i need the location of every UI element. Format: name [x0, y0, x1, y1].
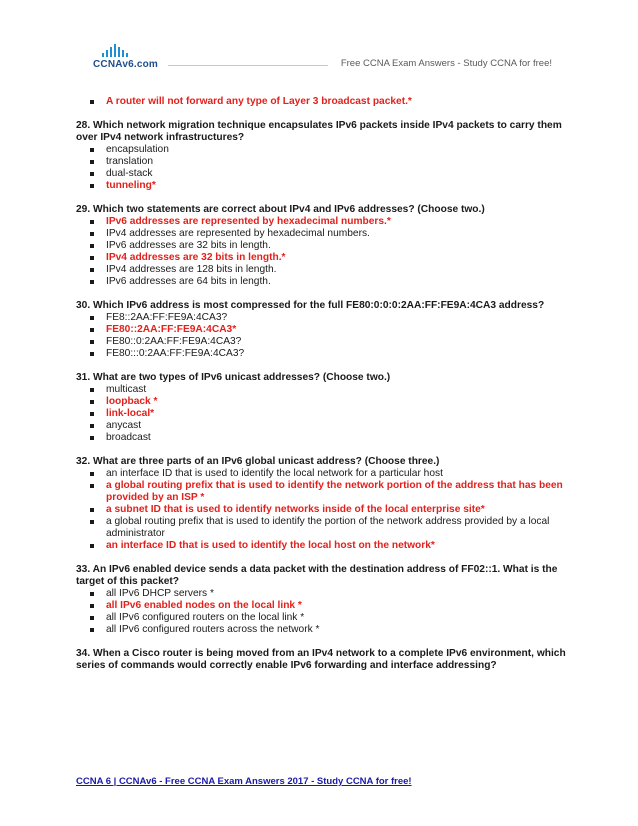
answer-options	[76, 588, 566, 636]
answer-option: all IPv6 configured routers on the local link *	[76, 612, 566, 624]
page-header	[0, 0, 638, 80]
answer-option: all IPv6 configured routers across the network *	[76, 624, 566, 636]
answer-options	[76, 216, 566, 288]
logo-text: CCNAv6.com	[93, 59, 158, 70]
answer-option: FE80::0:2AA:FF:FE9A:4CA3?	[76, 336, 566, 348]
question-text: 33. An IPv6 enabled device sends a data packet with the destination address of FF02::1. What is the target of this packet?	[76, 564, 558, 587]
correct-answer-option: FE80::2AA:FF:FE9A:4CA3*	[76, 324, 566, 336]
question-text: 29. Which two statements are correct about IPv4 and IPv6 addresses? (Choose two.)	[76, 204, 485, 215]
header-divider	[168, 65, 328, 66]
intro-block	[76, 96, 566, 108]
answer-option: IPv4 addresses are represented by hexadecimal numbers.	[76, 228, 566, 240]
answer-option: FE80:::0:2AA:FF:FE9A:4CA3?	[76, 348, 566, 360]
correct-answer-option: IPv6 addresses are represented by hexadecimal numbers.*	[76, 216, 566, 228]
question-text: 31. What are two types of IPv6 unicast addresses? (Choose two.)	[76, 372, 391, 383]
question-block	[76, 564, 566, 636]
answer-option: IPv6 addresses are 32 bits in length.	[76, 240, 566, 252]
question-block	[76, 648, 566, 672]
header-tagline: Free CCNA Exam Answers - Study CCNA for free!	[340, 58, 552, 69]
correct-answer-option: IPv4 addresses are 32 bits in length.*	[76, 252, 566, 264]
answer-options	[76, 312, 566, 360]
question-text: 32. What are three parts of an IPv6 global unicast address? (Choose three.)	[76, 456, 440, 467]
correct-answer-option: an interface ID that is used to identify the local host on the network*	[76, 540, 566, 552]
question-text: 28. Which network migration technique encapsulates IPv6 packets inside IPv4 packets to carry them over IPv4 network infrastructures?	[76, 120, 562, 143]
answer-option: dual-stack	[76, 168, 566, 180]
answer-option: IPv4 addresses are 128 bits in length.	[76, 264, 566, 276]
correct-answer-option: all IPv6 enabled nodes on the local link *	[76, 600, 566, 612]
answer-option: IPv6 addresses are 64 bits in length.	[76, 276, 566, 288]
answer-option: translation	[76, 156, 566, 168]
answer-options	[76, 468, 566, 552]
question-block	[76, 204, 566, 288]
correct-answer-option: a subnet ID that is used to identify networks inside of the local enterprise site*	[76, 504, 566, 516]
answer-options	[76, 144, 566, 192]
answer-option: multicast	[76, 384, 566, 396]
question-text: 30. Which IPv6 address is most compressed for the full FE80:0:0:0:2AA:FF:FE9A:4CA3 address?	[76, 300, 545, 311]
correct-answer-option: loopback *	[76, 396, 566, 408]
answer-option: FE8::2AA:FF:FE9A:4CA3?	[76, 312, 566, 324]
answer-option: broadcast	[76, 432, 566, 444]
question-block	[76, 456, 566, 552]
answer-option: a global routing prefix that is used to identify the portion of the network address provided by a local administrator	[76, 516, 566, 540]
answer-option: anycast	[76, 420, 566, 432]
answer-option: all IPv6 DHCP servers *	[76, 588, 566, 600]
signal-bars-icon	[102, 44, 161, 57]
document-body	[76, 96, 566, 684]
question-block	[76, 300, 566, 360]
site-logo[interactable]	[93, 44, 161, 72]
correct-answer-option: A router will not forward any type of Layer 3 broadcast packet.*	[76, 96, 566, 108]
answer-option: an interface ID that is used to identify the local network for a particular host	[76, 468, 566, 480]
question-block	[76, 372, 566, 444]
footer-link[interactable]: CCNA 6 | CCNAv6 - Free CCNA Exam Answers 2017 - Study CCNA for free!	[76, 776, 412, 787]
correct-answer-option: link-local*	[76, 408, 566, 420]
answer-options	[76, 384, 566, 444]
question-text: 34. When a Cisco router is being moved from an IPv4 network to a complete IPv6 environment, which series of commands would correctly enable IPv6 forwarding and interface addressing?	[76, 648, 566, 671]
question-list	[76, 120, 566, 672]
answer-option: encapsulation	[76, 144, 566, 156]
question-block	[76, 120, 566, 192]
correct-answer-option: a global routing prefix that is used to identify the network portion of the address that has been provided by an ISP *	[76, 480, 566, 504]
correct-answer-option: tunneling*	[76, 180, 566, 192]
